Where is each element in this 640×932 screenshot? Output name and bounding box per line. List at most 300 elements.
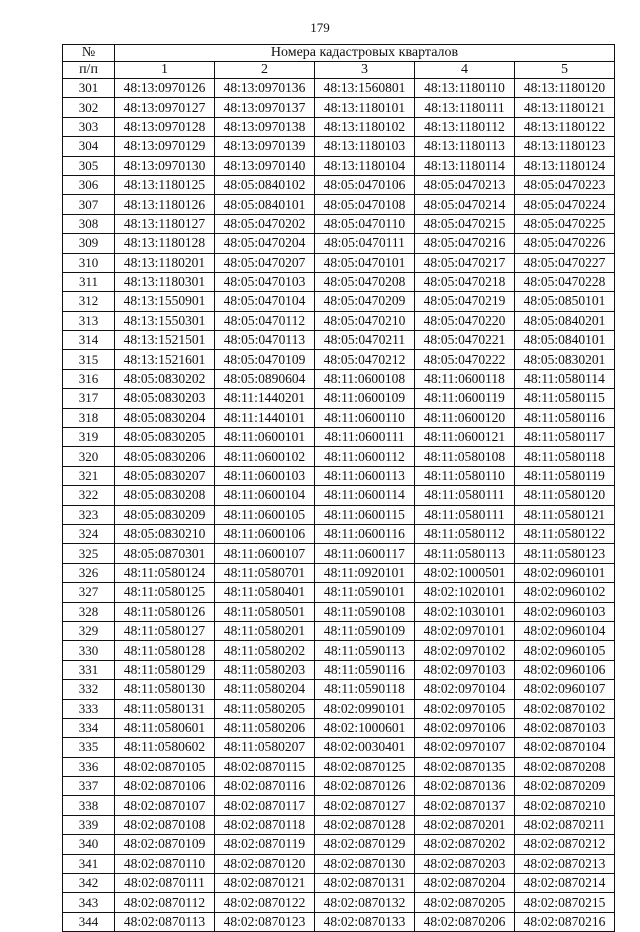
table-row (63, 234, 615, 253)
cadastral-number-cell: 48:11:0600117 (315, 544, 415, 563)
table-row (63, 408, 615, 427)
cadastral-number-cell: 48:05:0470224 (515, 195, 615, 214)
table-row (63, 835, 615, 854)
cadastral-number-cell: 48:02:0870212 (515, 835, 615, 854)
cadastral-number-cell: 48:11:0600114 (315, 486, 415, 505)
cadastral-number-cell: 48:11:0580127 (115, 621, 215, 640)
cadastral-number-cell: 48:05:0830204 (115, 408, 215, 427)
cadastral-number-cell: 48:02:0870206 (415, 912, 515, 931)
table-row (63, 156, 615, 175)
cadastral-number-cell: 48:13:1180201 (115, 253, 215, 272)
row-number-cell: 319 (63, 428, 115, 447)
cadastral-number-cell: 48:05:0840201 (515, 311, 615, 330)
cadastral-number-cell: 48:11:0580114 (515, 369, 615, 388)
header-column-4: 4 (415, 62, 515, 79)
table-row (63, 428, 615, 447)
cadastral-number-cell: 48:11:0580601 (115, 718, 215, 737)
cadastral-number-cell: 48:13:1180128 (115, 234, 215, 253)
cadastral-number-cell: 48:02:0990101 (315, 699, 415, 718)
cadastral-number-cell: 48:02:0970104 (415, 680, 515, 699)
cadastral-number-cell: 48:11:1440101 (215, 408, 315, 427)
table-row (63, 117, 615, 136)
cadastral-number-cell: 48:05:0470222 (415, 350, 515, 369)
cadastral-number-cell: 48:05:0470109 (215, 350, 315, 369)
cadastral-number-cell: 48:02:0960101 (515, 563, 615, 582)
cadastral-number-cell: 48:02:0870113 (115, 912, 215, 931)
row-number-cell: 334 (63, 718, 115, 737)
cadastral-number-cell: 48:05:0840102 (215, 175, 315, 194)
table-row (63, 874, 615, 893)
row-number-cell: 332 (63, 680, 115, 699)
cadastral-number-cell: 48:11:0580111 (415, 486, 515, 505)
cadastral-number-cell: 48:11:0580124 (115, 563, 215, 582)
cadastral-number-cell: 48:11:0600101 (215, 428, 315, 447)
cadastral-number-cell: 48:05:0830202 (115, 369, 215, 388)
row-number-cell: 323 (63, 505, 115, 524)
cadastral-number-cell: 48:11:0590101 (315, 583, 415, 602)
cadastral-number-cell: 48:11:0600105 (215, 505, 315, 524)
cadastral-number-cell: 48:02:0870122 (215, 893, 315, 912)
cadastral-number-cell: 48:05:0890604 (215, 369, 315, 388)
cadastral-number-cell: 48:11:0580201 (215, 621, 315, 640)
table-row (63, 912, 615, 931)
cadastral-number-cell: 48:05:0470219 (415, 292, 515, 311)
cadastral-number-cell: 48:13:1550301 (115, 311, 215, 330)
cadastral-number-cell: 48:11:0580115 (515, 389, 615, 408)
cadastral-number-cell: 48:11:0590108 (315, 602, 415, 621)
cadastral-number-cell: 48:02:0970107 (415, 738, 515, 757)
table-row (63, 738, 615, 757)
cadastral-number-cell: 48:02:0870210 (515, 796, 615, 815)
row-number-cell: 327 (63, 583, 115, 602)
cadastral-number-cell: 48:05:0470210 (315, 311, 415, 330)
cadastral-number-cell: 48:02:0970106 (415, 718, 515, 737)
cadastral-number-cell: 48:02:0870116 (215, 777, 315, 796)
cadastral-number-cell: 48:05:0830203 (115, 389, 215, 408)
table-row (63, 815, 615, 834)
cadastral-number-cell: 48:02:0870123 (215, 912, 315, 931)
row-number-cell: 342 (63, 874, 115, 893)
cadastral-number-cell: 48:02:0970103 (415, 660, 515, 679)
cadastral-number-cell: 48:02:0960105 (515, 641, 615, 660)
table-row (63, 583, 615, 602)
cadastral-number-cell: 48:02:0870130 (315, 854, 415, 873)
cadastral-number-cell: 48:11:0590116 (315, 660, 415, 679)
cadastral-number-cell: 48:05:0470214 (415, 195, 515, 214)
cadastral-number-cell: 48:11:0580113 (415, 544, 515, 563)
cadastral-number-cell: 48:05:0470217 (415, 253, 515, 272)
table-row (63, 195, 615, 214)
row-number-cell: 318 (63, 408, 115, 427)
cadastral-number-cell: 48:11:0580401 (215, 583, 315, 602)
cadastral-number-cell: 48:02:0870132 (315, 893, 415, 912)
cadastral-number-cell: 48:13:1521601 (115, 350, 215, 369)
table-row (63, 796, 615, 815)
cadastral-number-cell: 48:11:0590109 (315, 621, 415, 640)
cadastral-number-cell: 48:11:0580121 (515, 505, 615, 524)
cadastral-number-cell: 48:13:1180102 (315, 117, 415, 136)
table-row (63, 214, 615, 233)
row-number-cell: 329 (63, 621, 115, 640)
row-number-cell: 321 (63, 466, 115, 485)
cadastral-number-cell: 48:05:0840101 (515, 331, 615, 350)
page-number: 179 (310, 20, 330, 35)
cadastral-number-cell: 48:11:0600112 (315, 447, 415, 466)
cadastral-number-cell: 48:02:0870204 (415, 874, 515, 893)
table-row (63, 893, 615, 912)
cadastral-number-cell: 48:11:0600104 (215, 486, 315, 505)
cadastral-number-cell: 48:11:0580204 (215, 680, 315, 699)
cadastral-number-cell: 48:13:0970130 (115, 156, 215, 175)
cadastral-number-cell: 48:05:0470103 (215, 272, 315, 291)
cadastral-number-cell: 48:02:0870135 (415, 757, 515, 776)
cadastral-number-cell: 48:02:0870216 (515, 912, 615, 931)
cadastral-number-cell: 48:11:0580207 (215, 738, 315, 757)
cadastral-number-cell: 48:13:1180122 (515, 117, 615, 136)
cadastral-number-cell: 48:13:1180124 (515, 156, 615, 175)
cadastral-number-cell: 48:11:0600111 (315, 428, 415, 447)
cadastral-number-cell: 48:02:0960103 (515, 602, 615, 621)
table-row (63, 79, 615, 98)
cadastral-number-cell: 48:02:1000601 (315, 718, 415, 737)
cadastral-number-cell: 48:02:0870118 (215, 815, 315, 834)
cadastral-number-cell: 48:05:0470211 (315, 331, 415, 350)
cadastral-number-cell: 48:05:0470216 (415, 234, 515, 253)
cadastral-number-cell: 48:02:0870110 (115, 854, 215, 873)
cadastral-number-cell: 48:05:0470225 (515, 214, 615, 233)
cadastral-number-cell: 48:05:0470208 (315, 272, 415, 291)
cadastral-number-cell: 48:05:0840101 (215, 195, 315, 214)
cadastral-number-cell: 48:02:0870117 (215, 796, 315, 815)
cadastral-number-cell: 48:05:0830206 (115, 447, 215, 466)
row-number-cell: 339 (63, 815, 115, 834)
cadastral-number-cell: 48:02:0870126 (315, 777, 415, 796)
cadastral-number-cell: 48:02:0870120 (215, 854, 315, 873)
cadastral-number-cell: 48:05:0470112 (215, 311, 315, 330)
cadastral-number-cell: 48:05:0470218 (415, 272, 515, 291)
cadastral-number-cell: 48:05:0470207 (215, 253, 315, 272)
cadastral-number-cell: 48:11:0580701 (215, 563, 315, 582)
cadastral-number-cell: 48:11:0580108 (415, 447, 515, 466)
row-number-cell: 340 (63, 835, 115, 854)
header-column-1: 1 (115, 62, 215, 79)
cadastral-number-cell: 48:13:1550901 (115, 292, 215, 311)
row-number-cell: 304 (63, 137, 115, 156)
cadastral-number-cell: 48:11:0580128 (115, 641, 215, 660)
cadastral-number-cell: 48:11:0600109 (315, 389, 415, 408)
cadastral-number-cell: 48:13:0970127 (115, 98, 215, 117)
cadastral-number-cell: 48:11:0580206 (215, 718, 315, 737)
row-number-cell: 343 (63, 893, 115, 912)
cadastral-number-cell: 48:02:0870201 (415, 815, 515, 834)
cadastral-number-cell: 48:02:0870128 (315, 815, 415, 834)
cadastral-number-cell: 48:02:0870136 (415, 777, 515, 796)
cadastral-number-cell: 48:05:0870301 (115, 544, 215, 563)
cadastral-number-cell: 48:13:1180104 (315, 156, 415, 175)
table-row (63, 563, 615, 582)
cadastral-number-cell: 48:11:0580205 (215, 699, 315, 718)
cadastral-number-cell: 48:02:0970105 (415, 699, 515, 718)
cadastral-quarters-table (62, 44, 615, 932)
cadastral-number-cell: 48:02:0870133 (315, 912, 415, 931)
cadastral-number-cell: 48:11:0600115 (315, 505, 415, 524)
table-row (63, 331, 615, 350)
cadastral-number-cell: 48:11:0580203 (215, 660, 315, 679)
cadastral-number-cell: 48:02:0870108 (115, 815, 215, 834)
table-row (63, 175, 615, 194)
cadastral-number-cell: 48:02:0870105 (115, 757, 215, 776)
cadastral-number-cell: 48:05:0470213 (415, 175, 515, 194)
cadastral-number-cell: 48:13:1180112 (415, 117, 515, 136)
table-row (63, 98, 615, 117)
cadastral-number-cell: 48:11:0600108 (315, 369, 415, 388)
cadastral-number-cell: 48:02:0870211 (515, 815, 615, 834)
cadastral-number-cell: 48:05:0470111 (315, 234, 415, 253)
header-row-columns (63, 62, 615, 79)
cadastral-number-cell: 48:05:0470228 (515, 272, 615, 291)
cadastral-number-cell: 48:05:0830208 (115, 486, 215, 505)
cadastral-number-cell: 48:02:0870205 (415, 893, 515, 912)
cadastral-number-cell: 48:11:0580122 (515, 524, 615, 543)
cadastral-number-cell: 48:11:0600116 (315, 524, 415, 543)
table-row (63, 757, 615, 776)
cadastral-number-cell: 48:05:0470110 (315, 214, 415, 233)
header-column-5: 5 (515, 62, 615, 79)
table-row (63, 680, 615, 699)
cadastral-number-cell: 48:05:0470108 (315, 195, 415, 214)
row-number-cell: 344 (63, 912, 115, 931)
table-row (63, 389, 615, 408)
cadastral-number-cell: 48:11:0600119 (415, 389, 515, 408)
cadastral-number-cell: 48:11:0590113 (315, 641, 415, 660)
cadastral-number-cell: 48:05:0830207 (115, 466, 215, 485)
row-number-cell: 308 (63, 214, 115, 233)
cadastral-number-cell: 48:05:0470223 (515, 175, 615, 194)
cadastral-number-cell: 48:02:0870106 (115, 777, 215, 796)
header-column-3: 3 (315, 62, 415, 79)
row-number-cell: 317 (63, 389, 115, 408)
cadastral-number-cell: 48:02:0870111 (115, 874, 215, 893)
table-row (63, 447, 615, 466)
cadastral-number-cell: 48:02:0960106 (515, 660, 615, 679)
cadastral-number-cell: 48:11:0600110 (315, 408, 415, 427)
row-number-cell: 311 (63, 272, 115, 291)
row-number-cell: 315 (63, 350, 115, 369)
table-row (63, 777, 615, 796)
cadastral-number-cell: 48:11:0580116 (515, 408, 615, 427)
cadastral-number-cell: 48:05:0470212 (315, 350, 415, 369)
row-number-cell: 335 (63, 738, 115, 757)
row-number-cell: 301 (63, 79, 115, 98)
row-number-cell: 341 (63, 854, 115, 873)
cadastral-number-cell: 48:05:0470226 (515, 234, 615, 253)
cadastral-number-cell: 48:13:1521501 (115, 331, 215, 350)
cadastral-number-cell: 48:13:1180123 (515, 137, 615, 156)
cadastral-number-cell: 48:11:0580129 (115, 660, 215, 679)
cadastral-number-cell: 48:05:0470209 (315, 292, 415, 311)
cadastral-number-cell: 48:02:0870209 (515, 777, 615, 796)
cadastral-number-cell: 48:13:1180111 (415, 98, 515, 117)
cadastral-number-cell: 48:05:0470101 (315, 253, 415, 272)
row-number-cell: 330 (63, 641, 115, 660)
cadastral-number-cell: 48:05:0850101 (515, 292, 615, 311)
cadastral-number-cell: 48:02:0960104 (515, 621, 615, 640)
table-row (63, 272, 615, 291)
cadastral-number-cell: 48:11:0600120 (415, 408, 515, 427)
table-row (63, 486, 615, 505)
header-column-2: 2 (215, 62, 315, 79)
row-number-cell: 324 (63, 524, 115, 543)
table-row (63, 854, 615, 873)
cadastral-number-cell: 48:02:1030101 (415, 602, 515, 621)
row-number-cell: 322 (63, 486, 115, 505)
cadastral-number-cell: 48:05:0470215 (415, 214, 515, 233)
cadastral-number-cell: 48:05:0470221 (415, 331, 515, 350)
row-number-cell: 306 (63, 175, 115, 194)
cadastral-number-cell: 48:02:0870125 (315, 757, 415, 776)
cadastral-number-cell: 48:05:0470113 (215, 331, 315, 350)
cadastral-number-cell: 48:05:0470204 (215, 234, 315, 253)
row-number-cell: 305 (63, 156, 115, 175)
cadastral-number-cell: 48:05:0830201 (515, 350, 615, 369)
header-group-title: Номера кадастровых кварталов (115, 45, 615, 62)
cadastral-number-cell: 48:11:0580112 (415, 524, 515, 543)
cadastral-number-cell: 48:13:0970126 (115, 79, 215, 98)
cadastral-number-cell: 48:02:0870129 (315, 835, 415, 854)
row-number-cell: 338 (63, 796, 115, 815)
table-row (63, 660, 615, 679)
row-number-cell: 302 (63, 98, 115, 117)
row-number-cell: 336 (63, 757, 115, 776)
row-number-cell: 326 (63, 563, 115, 582)
cadastral-number-cell: 48:02:0870115 (215, 757, 315, 776)
cadastral-number-cell: 48:11:0600102 (215, 447, 315, 466)
cadastral-number-cell: 48:11:0580131 (115, 699, 215, 718)
header-num-bottom: п/п (63, 62, 115, 79)
cadastral-number-cell: 48:02:0870215 (515, 893, 615, 912)
table-row (63, 369, 615, 388)
cadastral-number-cell: 48:05:0830210 (115, 524, 215, 543)
table-row (63, 699, 615, 718)
cadastral-number-cell: 48:13:0970140 (215, 156, 315, 175)
table-row (63, 621, 615, 640)
row-number-cell: 320 (63, 447, 115, 466)
table-row (63, 718, 615, 737)
table-body (63, 79, 615, 932)
cadastral-number-cell: 48:11:0580123 (515, 544, 615, 563)
header-row-group (63, 45, 615, 62)
cadastral-number-cell: 48:11:0580126 (115, 602, 215, 621)
cadastral-number-cell: 48:05:0470202 (215, 214, 315, 233)
cadastral-number-cell: 48:02:0870127 (315, 796, 415, 815)
table-row (63, 505, 615, 524)
cadastral-number-cell: 48:02:1000501 (415, 563, 515, 582)
cadastral-number-cell: 48:02:1020101 (415, 583, 515, 602)
cadastral-number-cell: 48:02:0870119 (215, 835, 315, 854)
row-number-cell: 337 (63, 777, 115, 796)
table-header (63, 45, 615, 79)
table-row (63, 641, 615, 660)
row-number-cell: 309 (63, 234, 115, 253)
row-number-cell: 328 (63, 602, 115, 621)
table-row (63, 544, 615, 563)
row-number-cell: 325 (63, 544, 115, 563)
cadastral-number-cell: 48:13:1560801 (315, 79, 415, 98)
cadastral-number-cell: 48:11:0600107 (215, 544, 315, 563)
table-row (63, 466, 615, 485)
cadastral-number-cell: 48:13:1180103 (315, 137, 415, 156)
cadastral-number-cell: 48:13:1180110 (415, 79, 515, 98)
row-number-cell: 331 (63, 660, 115, 679)
cadastral-number-cell: 48:13:0970136 (215, 79, 315, 98)
cadastral-number-cell: 48:11:0600113 (315, 466, 415, 485)
cadastral-number-cell: 48:02:0870102 (515, 699, 615, 718)
row-number-cell: 313 (63, 311, 115, 330)
cadastral-number-cell: 48:02:0870202 (415, 835, 515, 854)
cadastral-number-cell: 48:02:0870121 (215, 874, 315, 893)
cadastral-number-cell: 48:13:0970128 (115, 117, 215, 136)
header-num-top: № (63, 45, 115, 62)
cadastral-number-cell: 48:11:0580117 (515, 428, 615, 447)
cadastral-number-cell: 48:02:0960107 (515, 680, 615, 699)
cadastral-number-cell: 48:11:0580602 (115, 738, 215, 757)
cadastral-number-cell: 48:11:0590118 (315, 680, 415, 699)
cadastral-number-cell: 48:13:1180125 (115, 175, 215, 194)
cadastral-number-cell: 48:02:0870103 (515, 718, 615, 737)
cadastral-number-cell: 48:02:0970102 (415, 641, 515, 660)
cadastral-number-cell: 48:13:1180101 (315, 98, 415, 117)
cadastral-number-cell: 48:02:0870109 (115, 835, 215, 854)
row-number-cell: 303 (63, 117, 115, 136)
cadastral-number-cell: 48:02:0870213 (515, 854, 615, 873)
cadastral-number-cell: 48:02:0030401 (315, 738, 415, 757)
table-row (63, 137, 615, 156)
cadastral-number-cell: 48:13:1180114 (415, 156, 515, 175)
row-number-cell: 307 (63, 195, 115, 214)
cadastral-number-cell: 48:11:0600103 (215, 466, 315, 485)
cadastral-number-cell: 48:02:0870104 (515, 738, 615, 757)
cadastral-number-cell: 48:11:0580110 (415, 466, 515, 485)
cadastral-number-cell: 48:13:0970129 (115, 137, 215, 156)
cadastral-number-cell: 48:05:0470104 (215, 292, 315, 311)
cadastral-number-cell: 48:05:0470227 (515, 253, 615, 272)
cadastral-number-cell: 48:11:0580119 (515, 466, 615, 485)
cadastral-number-cell: 48:13:1180121 (515, 98, 615, 117)
cadastral-number-cell: 48:02:0870208 (515, 757, 615, 776)
cadastral-number-cell: 48:02:0870112 (115, 893, 215, 912)
cadastral-number-cell: 48:11:0580501 (215, 602, 315, 621)
cadastral-number-cell: 48:11:0580202 (215, 641, 315, 660)
cadastral-number-cell: 48:05:0470220 (415, 311, 515, 330)
cadastral-number-cell: 48:13:1180127 (115, 214, 215, 233)
cadastral-number-cell: 48:11:0920101 (315, 563, 415, 582)
cadastral-number-cell: 48:11:0580111 (415, 505, 515, 524)
cadastral-number-cell: 48:13:1180301 (115, 272, 215, 291)
cadastral-number-cell: 48:05:0830209 (115, 505, 215, 524)
cadastral-number-cell: 48:02:0970101 (415, 621, 515, 640)
cadastral-number-cell: 48:02:0870107 (115, 796, 215, 815)
row-number-cell: 312 (63, 292, 115, 311)
table-row (63, 311, 615, 330)
table-row (63, 602, 615, 621)
cadastral-number-cell: 48:02:0870137 (415, 796, 515, 815)
cadastral-number-cell: 48:11:0580130 (115, 680, 215, 699)
cadastral-number-cell: 48:02:0870214 (515, 874, 615, 893)
cadastral-number-cell: 48:11:0600118 (415, 369, 515, 388)
cadastral-number-cell: 48:11:0580120 (515, 486, 615, 505)
cadastral-number-cell: 48:05:0830205 (115, 428, 215, 447)
table-row (63, 524, 615, 543)
